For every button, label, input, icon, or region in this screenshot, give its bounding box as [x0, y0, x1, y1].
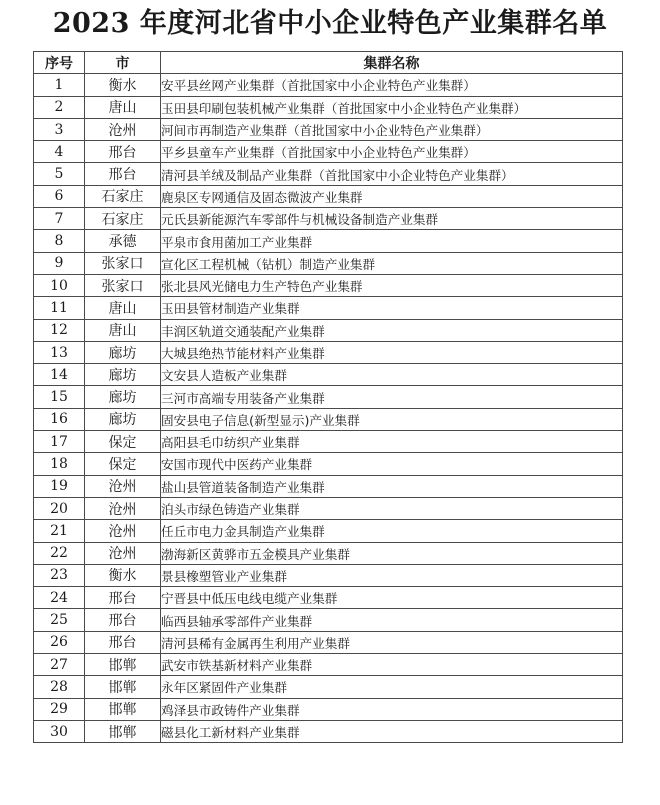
serial-cell: 29: [34, 698, 85, 720]
serial-cell: 6: [34, 185, 85, 207]
table-row: [34, 319, 623, 341]
header-row: [34, 52, 623, 74]
city-cell: 邢台: [85, 609, 161, 631]
cluster-name-cell: 安国市现代中医药产业集群: [161, 453, 623, 475]
serial-cell: 7: [34, 208, 85, 230]
city-cell: 廊坊: [85, 364, 161, 386]
city-cell: 邢台: [85, 163, 161, 185]
serial-cell: 13: [34, 341, 85, 363]
cluster-name-cell: 鸡泽县市政铸件产业集群: [161, 698, 623, 720]
serial-cell: 19: [34, 475, 85, 497]
city-cell: 唐山: [85, 96, 161, 118]
table-body: [34, 74, 623, 743]
city-cell: 衡水: [85, 564, 161, 586]
serial-cell: 10: [34, 274, 85, 296]
city-cell: 保定: [85, 431, 161, 453]
table-row: [34, 341, 623, 363]
table-row: [34, 631, 623, 653]
serial-cell: 22: [34, 542, 85, 564]
cluster-name-cell: 景县橡塑管业产业集群: [161, 564, 623, 586]
city-cell: 邯郸: [85, 676, 161, 698]
table-row: [34, 520, 623, 542]
cluster-name-cell: 清河县稀有金属再生利用产业集群: [161, 631, 623, 653]
city-cell: 邢台: [85, 587, 161, 609]
city-cell: 廊坊: [85, 408, 161, 430]
table-row: [34, 386, 623, 408]
city-cell: 邯郸: [85, 654, 161, 676]
cluster-name-cell: 磁县化工新材料产业集群: [161, 720, 623, 742]
table-row: [34, 230, 623, 252]
table-row: [34, 185, 623, 207]
serial-cell: 1: [34, 74, 85, 96]
table-row: [34, 74, 623, 96]
cluster-name-cell: 文安县人造板产业集群: [161, 364, 623, 386]
table-row: [34, 497, 623, 519]
cluster-name-cell: 宣化区工程机械（钻机）制造产业集群: [161, 252, 623, 274]
serial-cell: 27: [34, 654, 85, 676]
serial-cell: 18: [34, 453, 85, 475]
city-cell: 承德: [85, 230, 161, 252]
city-cell: 唐山: [85, 297, 161, 319]
cluster-name-cell: 玉田县管材制造产业集群: [161, 297, 623, 319]
cluster-name-cell: 清河县羊绒及制品产业集群（首批国家中小企业特色产业集群）: [161, 163, 623, 185]
serial-cell: 20: [34, 497, 85, 519]
serial-cell: 30: [34, 720, 85, 742]
serial-cell: 12: [34, 319, 85, 341]
city-cell: 沧州: [85, 497, 161, 519]
city-cell: 邢台: [85, 631, 161, 653]
city-cell: 沧州: [85, 542, 161, 564]
city-cell: 沧州: [85, 118, 161, 140]
cluster-name-cell: 丰润区轨道交通装配产业集群: [161, 319, 623, 341]
serial-cell: 24: [34, 587, 85, 609]
serial-cell: 25: [34, 609, 85, 631]
table-row: [34, 364, 623, 386]
city-cell: 沧州: [85, 520, 161, 542]
city-cell: 张家口: [85, 252, 161, 274]
cluster-name-cell: 三河市高端专用装备产业集群: [161, 386, 623, 408]
cluster-name-cell: 大城县绝热节能材料产业集群: [161, 341, 623, 363]
serial-cell: 26: [34, 631, 85, 653]
table-row: [34, 408, 623, 430]
cluster-name-cell: 平乡县童车产业集群（首批国家中小企业特色产业集群）: [161, 141, 623, 163]
table-row: [34, 431, 623, 453]
serial-cell: 14: [34, 364, 85, 386]
serial-cell: 3: [34, 118, 85, 140]
serial-cell: 16: [34, 408, 85, 430]
cluster-table: [33, 51, 623, 743]
cluster-name-cell: 张北县风光储电力生产特色产业集群: [161, 274, 623, 296]
cluster-name-cell: 元氏县新能源汽车零部件与机械设备制造产业集群: [161, 208, 623, 230]
cluster-name-cell: 安平县丝网产业集群（首批国家中小企业特色产业集群）: [161, 74, 623, 96]
table-row: [34, 274, 623, 296]
table-row: [34, 252, 623, 274]
city-cell: 石家庄: [85, 208, 161, 230]
cluster-name-cell: 泊头市绿色铸造产业集群: [161, 497, 623, 519]
cluster-name-cell: 河间市再制造产业集群（首批国家中小企业特色产业集群）: [161, 118, 623, 140]
city-cell: 衡水: [85, 74, 161, 96]
city-cell: 邢台: [85, 141, 161, 163]
cluster-name-cell: 宁晋县中低压电线电缆产业集群: [161, 587, 623, 609]
city-cell: 唐山: [85, 319, 161, 341]
table-row: [34, 118, 623, 140]
table-row: [34, 475, 623, 497]
table-row: [34, 297, 623, 319]
serial-cell: 5: [34, 163, 85, 185]
table-row: [34, 542, 623, 564]
cluster-name-cell: 任丘市电力金具制造产业集群: [161, 520, 623, 542]
header-cluster-name: 集群名称: [161, 52, 623, 74]
table-row: [34, 96, 623, 118]
serial-cell: 23: [34, 564, 85, 586]
cluster-name-cell: 临西县轴承零部件产业集群: [161, 609, 623, 631]
cluster-name-cell: 玉田县印刷包装机械产业集群（首批国家中小企业特色产业集群）: [161, 96, 623, 118]
cluster-name-cell: 永年区紧固件产业集群: [161, 676, 623, 698]
city-cell: 廊坊: [85, 341, 161, 363]
serial-cell: 15: [34, 386, 85, 408]
serial-cell: 21: [34, 520, 85, 542]
cluster-name-cell: 高阳县毛巾纺织产业集群: [161, 431, 623, 453]
table-row: [34, 587, 623, 609]
city-cell: 沧州: [85, 475, 161, 497]
table-row: [34, 654, 623, 676]
table-row: [34, 720, 623, 742]
cluster-name-cell: 鹿泉区专网通信及固态微波产业集群: [161, 185, 623, 207]
serial-cell: 17: [34, 431, 85, 453]
serial-cell: 9: [34, 252, 85, 274]
table-row: [34, 453, 623, 475]
table-header: [34, 52, 623, 74]
table-row: [34, 208, 623, 230]
cluster-name-cell: 武安市铁基新材料产业集群: [161, 654, 623, 676]
cluster-name-cell: 渤海新区黄骅市五金模具产业集群: [161, 542, 623, 564]
serial-cell: 8: [34, 230, 85, 252]
city-cell: 廊坊: [85, 386, 161, 408]
serial-cell: 2: [34, 96, 85, 118]
table-row: [34, 609, 623, 631]
document-title: 2023 年度河北省中小企业特色产业集群名单: [52, 8, 608, 39]
header-city: 市: [85, 52, 161, 74]
serial-cell: 4: [34, 141, 85, 163]
cluster-name-cell: 盐山县管道装备制造产业集群: [161, 475, 623, 497]
header-serial: 序号: [34, 52, 85, 74]
table-row: [34, 163, 623, 185]
city-cell: 保定: [85, 453, 161, 475]
city-cell: 石家庄: [85, 185, 161, 207]
serial-cell: 28: [34, 676, 85, 698]
cluster-name-cell: 平泉市食用菌加工产业集群: [161, 230, 623, 252]
cluster-name-cell: 固安县电子信息(新型显示)产业集群: [161, 408, 623, 430]
serial-cell: 11: [34, 297, 85, 319]
table-row: [34, 676, 623, 698]
table-row: [34, 698, 623, 720]
city-cell: 张家口: [85, 274, 161, 296]
city-cell: 邯郸: [85, 698, 161, 720]
table-row: [34, 564, 623, 586]
table-row: [34, 141, 623, 163]
city-cell: 邯郸: [85, 720, 161, 742]
